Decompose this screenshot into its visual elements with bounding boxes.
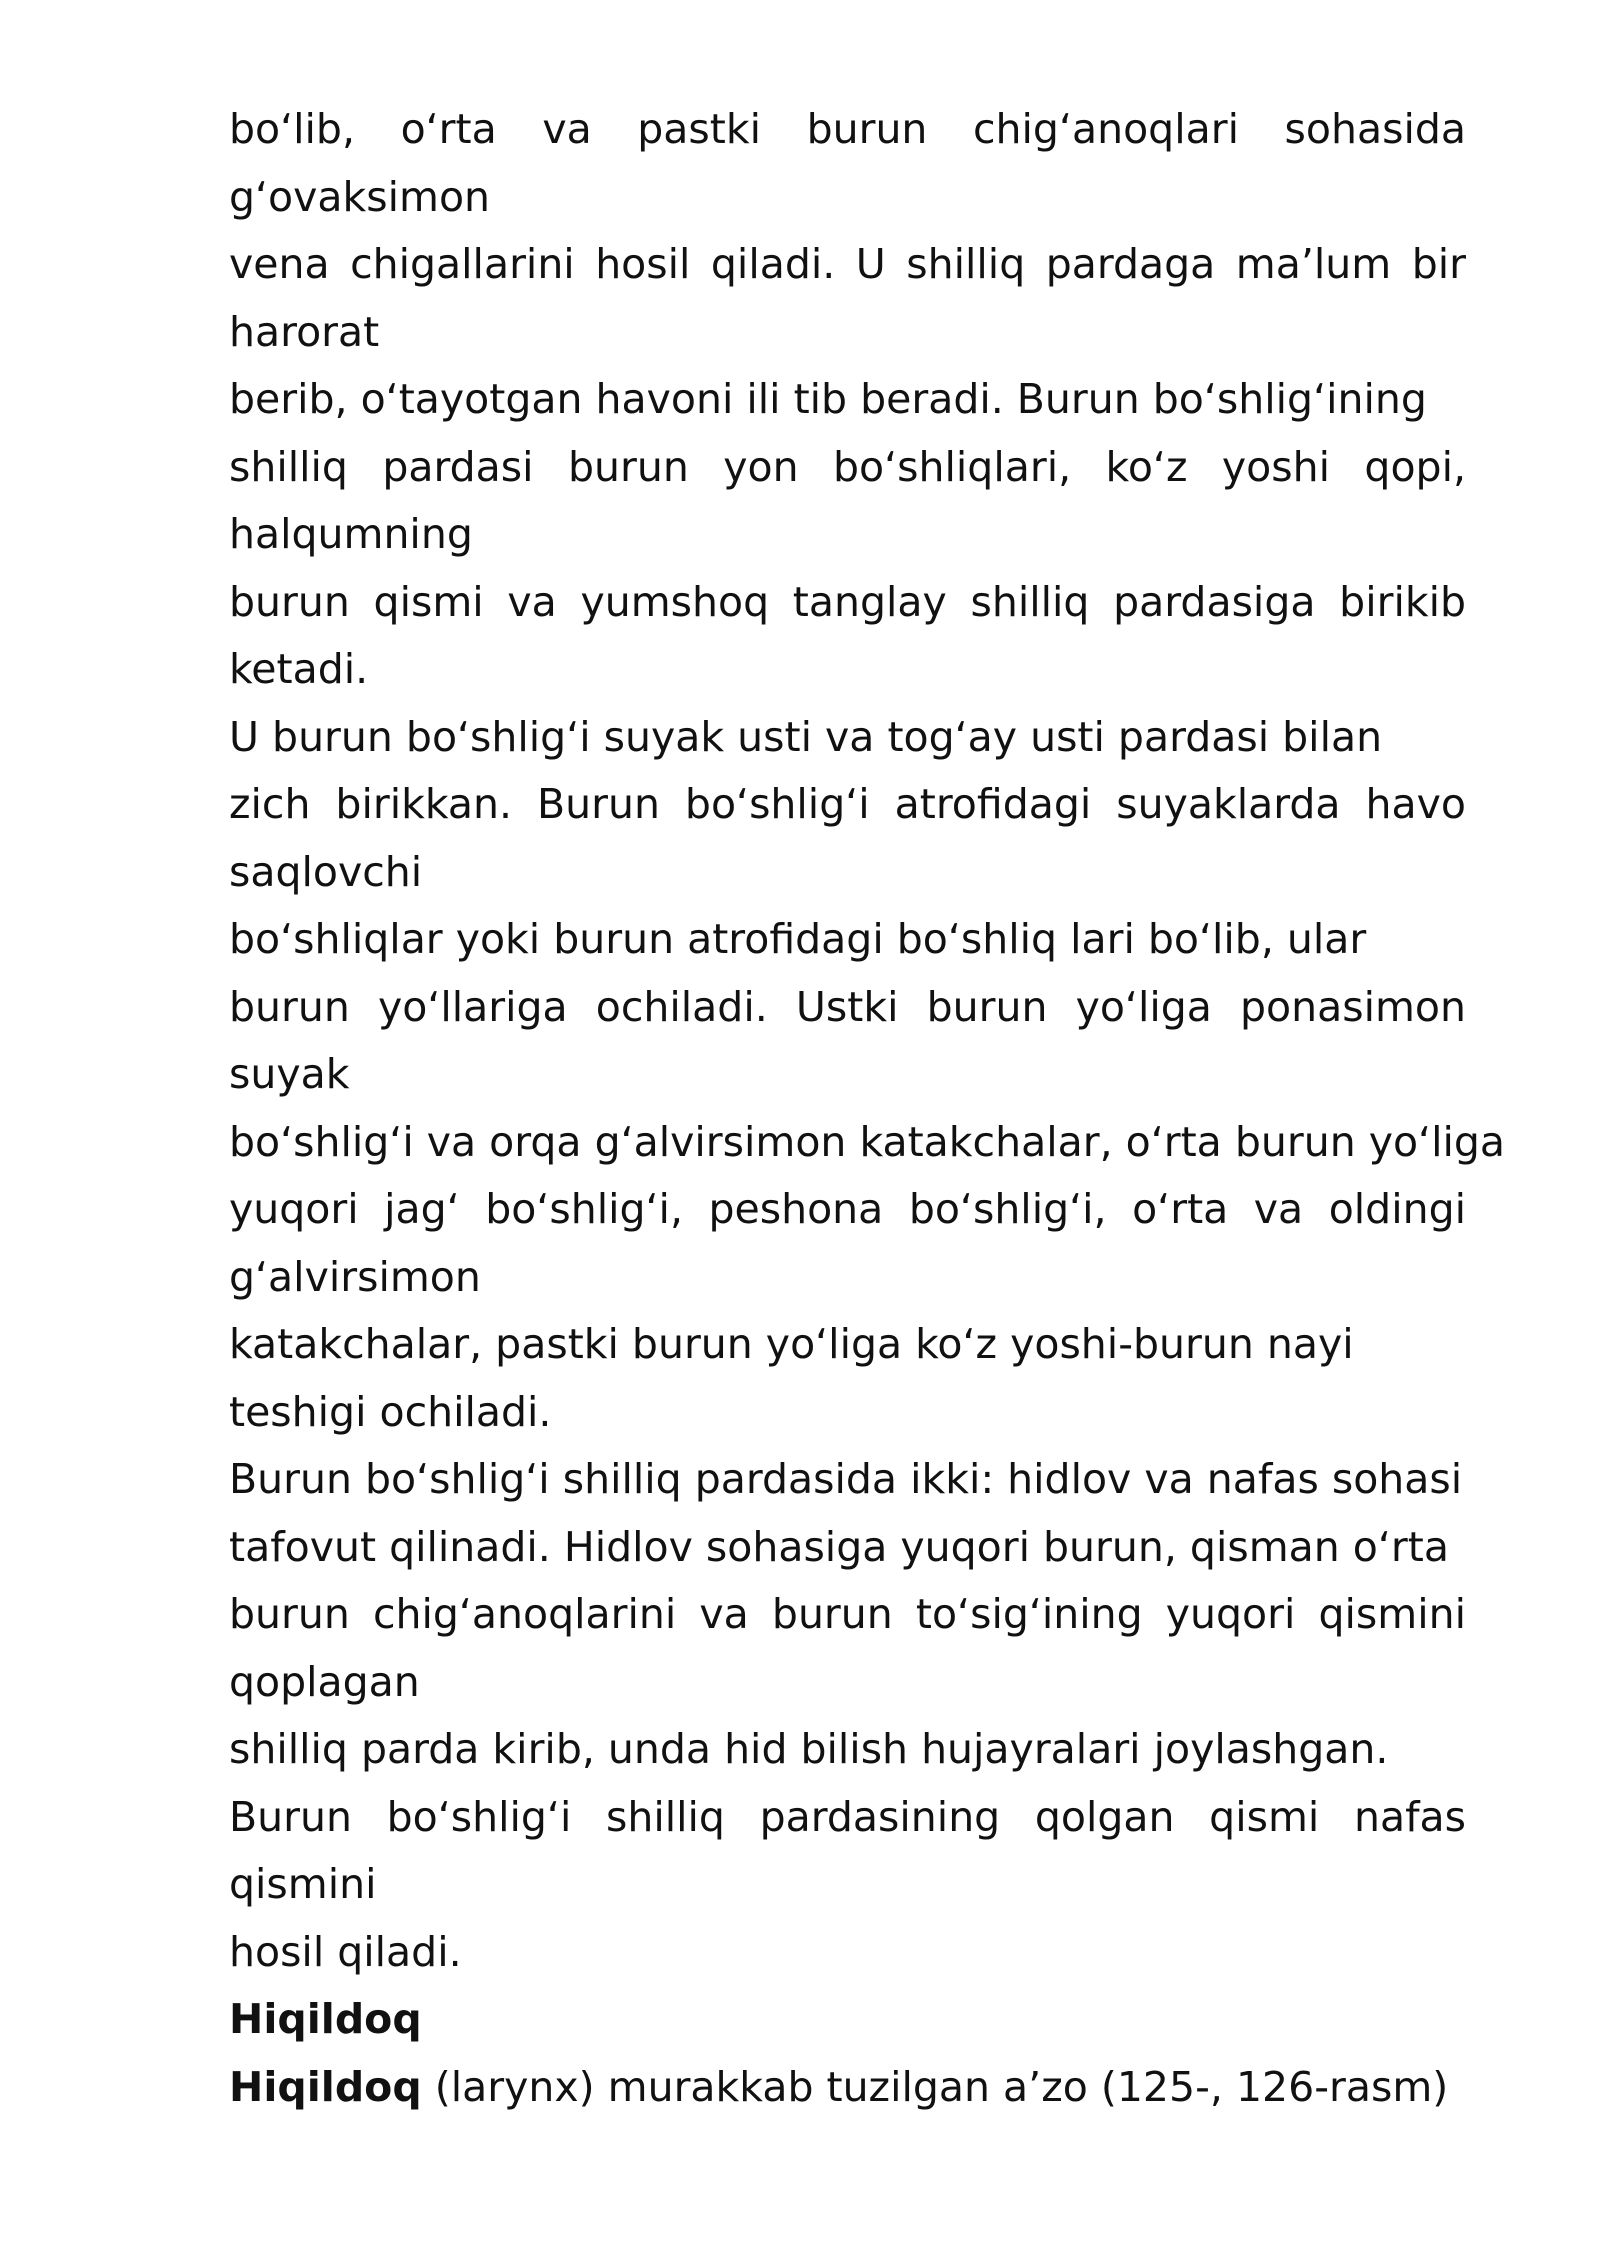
text-column bbox=[229, 96, 1506, 2121]
text-line: burun chig‘anoqlarini va burun to‘sig‘ining yuqori qismini bbox=[229, 1590, 1466, 1638]
text-line: teshigi ochiladi. bbox=[229, 1387, 552, 1436]
text-line: qoplagan bbox=[229, 1657, 420, 1706]
text-line: g‘alvirsimon bbox=[229, 1252, 481, 1301]
text-line: hosil qiladi. bbox=[229, 1927, 462, 1976]
text-line: shilliq pardasi burun yon bo‘shliqlari, ko‘z yoshi qopi, bbox=[229, 442, 1466, 491]
text-line: burun yo‘llariga ochiladi. Ustki burun yo‘liga ponasimon bbox=[229, 982, 1466, 1031]
text-line: bo‘shlig‘i va orqa g‘alvirsimon katakchalar, o‘rta burun yo‘liga bbox=[229, 1117, 1506, 1166]
text-line: suyak bbox=[229, 1050, 350, 1098]
text-line: yuqori jag‘ bo‘shlig‘i, peshona bo‘shlig‘i, o‘rta va oldingi bbox=[229, 1185, 1466, 1233]
text-line: shilliq parda kirib, unda hid bilish hujayralari joylashgan. bbox=[229, 1725, 1389, 1773]
term-description: (larynx) murakkab tuzilgan a’zo (125-, 126-rasm) bbox=[421, 2062, 1449, 2111]
text-line: zich birikkan. Burun bo‘shlig‘i atrofidagi suyaklarda havo bbox=[229, 780, 1466, 828]
text-line: Burun bo‘shlig‘i shilliq pardasining qolgan qismi nafas bbox=[229, 1792, 1466, 1841]
text-line: saqlovchi bbox=[229, 847, 423, 896]
text-line: U burun bo‘shlig‘i suyak usti va tog‘ay usti pardasi bilan bbox=[229, 712, 1383, 761]
text-line: bo‘lib, o‘rta va pastki burun chig‘anoqlari sohasida bbox=[229, 105, 1466, 153]
text-line: Burun bo‘shlig‘i shilliq pardasida ikki: hidlov va nafas sohasi bbox=[229, 1455, 1463, 1503]
text-line: harorat bbox=[229, 307, 380, 356]
bold-term: Hiqildoq bbox=[229, 2062, 422, 2111]
text-line: tafovut qilinadi. Hidlov sohasiga yuqori burun, qisman o‘rta bbox=[229, 1522, 1449, 1571]
text-line: katakchalar, pastki burun yo‘liga ko‘z yoshi-burun nayi bbox=[229, 1320, 1354, 1368]
section-heading: Hiqildoq bbox=[229, 1995, 422, 2043]
text-line: bo‘shliqlar yoki burun atrofidagi bo‘shliq lari bo‘lib, ular bbox=[229, 915, 1367, 963]
text-line: burun qismi va yumshoq tanglay shilliq pardasiga birikib bbox=[229, 577, 1466, 626]
text-line: ketadi. bbox=[229, 645, 369, 693]
text-line-with-term bbox=[229, 2054, 1466, 2122]
text-line: qismini bbox=[229, 1860, 377, 1908]
text-line: berib, o‘tayotgan havoni ili tib beradi. Burun bo‘shlig‘ining bbox=[229, 375, 1427, 423]
text-line: vena chigallarini hosil qiladi. U shilliq pardaga ma’lum bir bbox=[229, 240, 1466, 288]
text-line: halqumning bbox=[229, 510, 473, 558]
text-line: g‘ovaksimon bbox=[229, 172, 491, 221]
